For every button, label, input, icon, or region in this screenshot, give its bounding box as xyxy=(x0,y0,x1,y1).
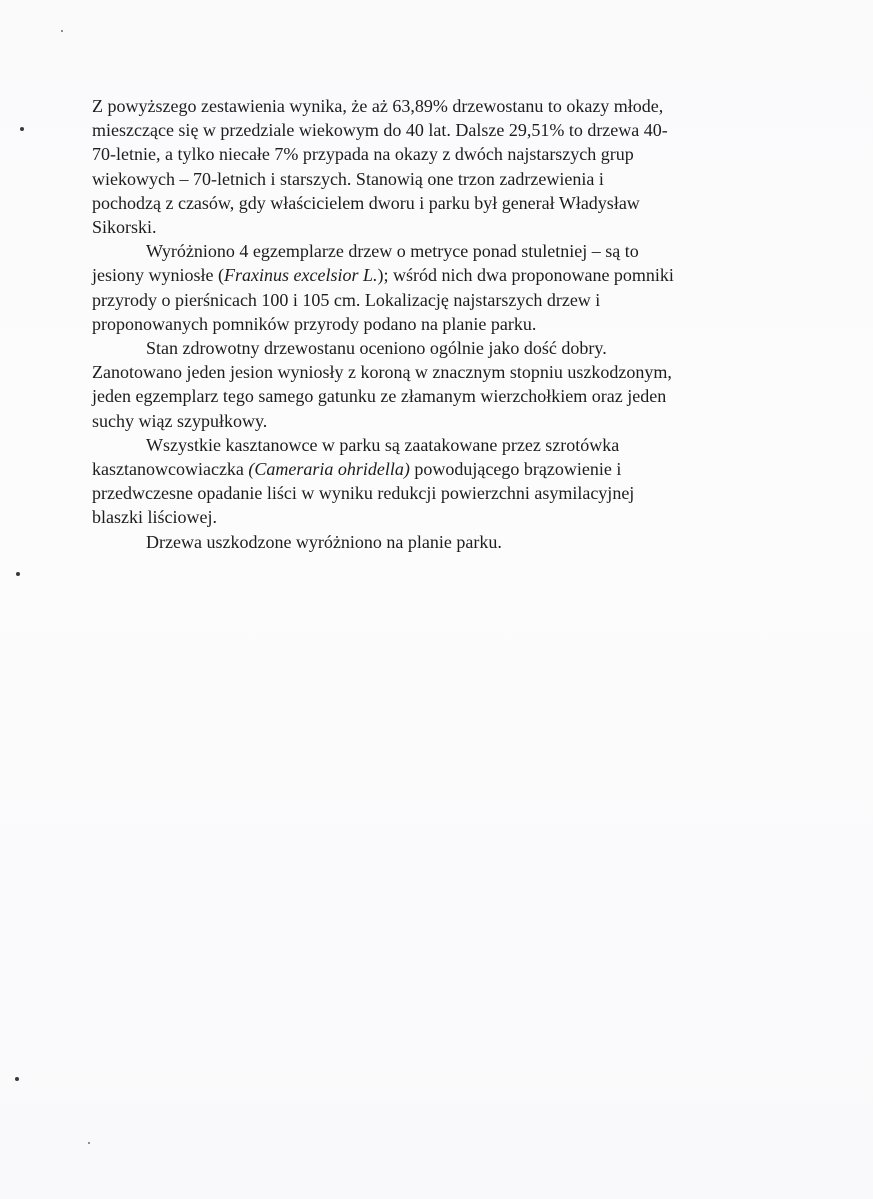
text-segment: 70-letnie, a tylko niecałe 7% przypada na okazy z dwóch najstarszych grup xyxy=(92,144,634,165)
text-segment: suchy wiąz szypułkowy. xyxy=(92,410,268,431)
text-line xyxy=(92,457,792,481)
text-segment: mieszczące się w przedziale wiekowym do 40 lat. Dalsze 29,51% to drzewa 40- xyxy=(92,120,668,141)
text-line xyxy=(92,336,792,360)
text-segment: Drzewa uszkodzone wyróżniono na planie parku. xyxy=(146,531,502,552)
punch-hole-mark-top xyxy=(20,127,24,131)
paragraph xyxy=(92,530,792,554)
scan-speck xyxy=(61,30,63,32)
text-segment: Wszystkie kasztanowce w parku są zaatakowane przez szrotówka xyxy=(146,434,620,455)
text-segment: jesiony wyniosłe ( xyxy=(92,265,224,286)
text-segment: blaszki liściowej. xyxy=(92,507,217,528)
text-line xyxy=(92,481,792,505)
text-segment: Z powyższego zestawienia wynika, że aż 63,89% drzewostanu to okazy młode, xyxy=(92,96,664,116)
text-segment: przyrody o pierśnicach 100 i 105 cm. Lokalizację najstarszych drzew i xyxy=(92,289,601,310)
text-segment: Zanotowano jeden jesion wyniosły z koroną w znacznym stopniu uszkodzonym, xyxy=(92,362,672,383)
latin-species-name: (Cameraria ohridella) xyxy=(248,459,410,480)
punch-hole-mark-bottom xyxy=(15,1077,19,1081)
text-line xyxy=(92,263,792,287)
text-segment: powodującego brązowienie i xyxy=(409,459,622,480)
latin-species-name: Fraxinus excelsior L. xyxy=(224,265,378,286)
text-line xyxy=(92,215,792,239)
text-line xyxy=(92,384,792,408)
text-line xyxy=(92,239,792,263)
text-line xyxy=(92,433,792,457)
text-segment: kasztanowcowiaczka xyxy=(92,459,249,480)
text-line xyxy=(92,360,792,384)
paragraph xyxy=(92,433,792,530)
text-line xyxy=(92,288,792,312)
text-line xyxy=(92,167,792,191)
text-segment: Wyróżniono 4 egzemplarze drzew o metryce ponad stuletniej – są to xyxy=(146,241,639,262)
text-segment: przedwczesne opadanie liści w wyniku redukcji powierzchni asymilacyjnej xyxy=(92,483,635,504)
scan-speck xyxy=(88,1142,90,1144)
text-line xyxy=(92,142,792,166)
text-segment: ); wśród nich dwa proponowane pomniki xyxy=(377,265,674,286)
text-segment: wiekowych – 70-letnich i starszych. Stanowią one trzon zadrzewienia i xyxy=(92,168,604,189)
text-line xyxy=(92,94,792,118)
text-line xyxy=(92,191,792,215)
text-segment: Stan zdrowotny drzewostanu oceniono ogólnie jako dość dobry. xyxy=(146,338,607,359)
paragraph xyxy=(92,336,792,433)
text-line xyxy=(92,312,792,336)
text-segment: jeden egzemplarz tego samego gatunku ze złamanym wierzchołkiem oraz jeden xyxy=(92,386,667,407)
body-text xyxy=(92,94,792,554)
text-line xyxy=(92,530,792,554)
text-segment: Sikorski. xyxy=(92,217,157,238)
text-line xyxy=(92,409,792,433)
paragraph xyxy=(92,239,792,336)
text-segment: proponowanych pomników przyrody podano na planie parku. xyxy=(92,313,537,334)
punch-hole-mark-middle xyxy=(16,572,20,576)
text-segment: pochodzą z czasów, gdy właścicielem dworu i parku był generał Władysław xyxy=(92,192,640,213)
paragraph xyxy=(92,94,792,239)
text-line xyxy=(92,505,792,529)
text-line xyxy=(92,118,792,142)
